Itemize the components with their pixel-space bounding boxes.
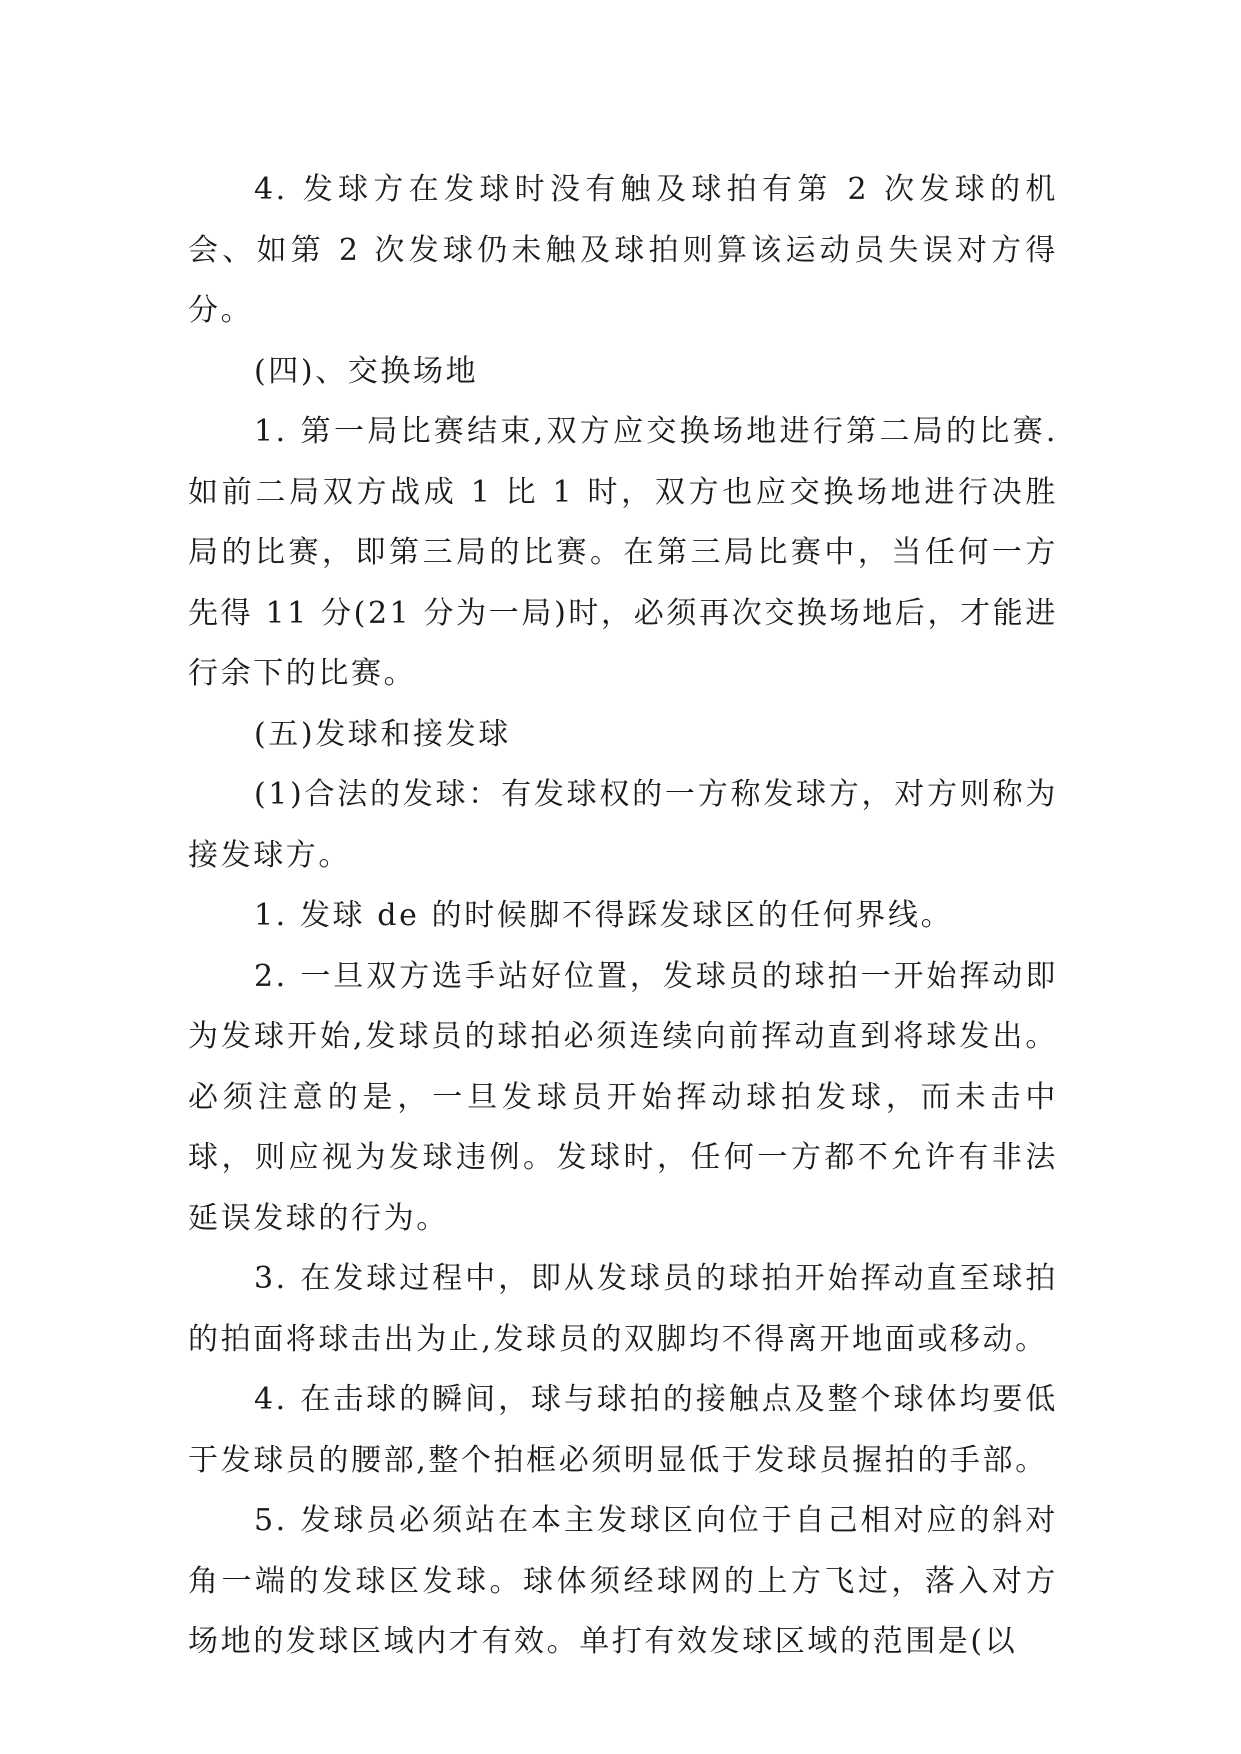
paragraph-serve-rule-2: 2. 一旦双方选手站好位置，发球员的球拍一开始挥动即为发球开始,发球员的球拍必须连续向前挥动直到将球发出。必须注意的是，一旦发球员开始挥动球拍发球，而未击中球，则应视为发球违例。发球时，任何一方都不允许有非法延误发球的行为。: [188, 958, 1058, 1236]
paragraph-change-ends-rule-1: 1. 第一局比赛结束,双方应交换场地进行第二局的比赛.如前二局双方战成 1 比 1 时，双方也应交换场地进行决胜局的比赛，即第三局的比赛。在第三局比赛中，当任何一方先得 11 分(21 分为一局)时，必须再次交换场地后，才能进行余下的比赛。: [188, 414, 1058, 691]
document-body: [188, 160, 1058, 1673]
section-heading-change-ends: (四)、交换场地: [254, 353, 479, 389]
paragraph-serve-rule-3: 3. 在发球过程中，即从发球员的球拍开始挥动直至球拍的拍面将球击出为止,发球员的双脚均不得离开地面或移动。: [188, 1261, 1058, 1357]
section-heading-serve-and-receive: (五)发球和接发球: [254, 716, 511, 752]
paragraph-serve-rule-4b: 4. 在击球的瞬间，球与球拍的接触点及整个球体均要低于发球员的腰部,整个拍框必须明显低于发球员握拍的手部。: [188, 1382, 1058, 1478]
paragraph-serve-rule-4: 4. 发球方在发球时没有触及球拍有第 2 次发球的机会、如第 2 次发球仍未触及球拍则算该运动员失误对方得分。: [188, 172, 1058, 328]
paragraph-legal-serve: (1)合法的发球：有发球权的一方称发球方，对方则称为接发球方。: [188, 777, 1058, 873]
paragraph-serve-rule-5: 5. 发球员必须站在本主发球区向位于自己相对应的斜对角一端的发球区发球。球体须经球网的上方飞过，落入对方场地的发球区域内才有效。单打有效发球区域的范围是(以: [188, 1503, 1058, 1659]
paragraph-serve-rule-1: 1. 发球 de 的时候脚不得踩发球区的任何界线。: [254, 898, 954, 933]
